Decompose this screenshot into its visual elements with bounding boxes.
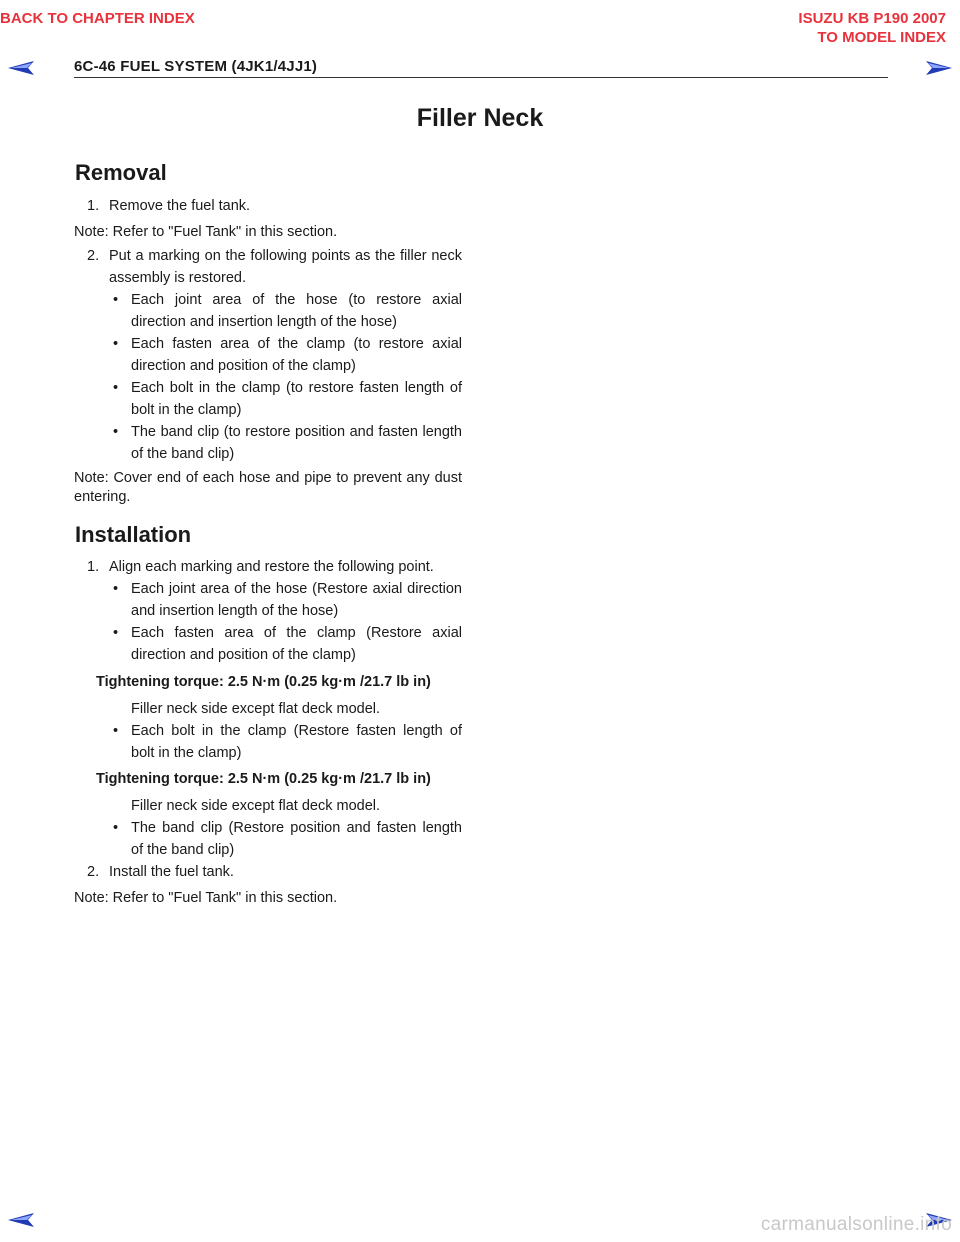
removal-note1: Note: Refer to "Fuel Tank" in this section. (74, 224, 338, 240)
watermark: carmanualsonline.info (760, 1214, 952, 1235)
tightening-torque-2: Tightening torque: 2.5 N·m (0.25 kg·m /21.7 lb in) (96, 771, 431, 787)
removal-step1-text: Remove the fuel tank. (109, 198, 251, 214)
removal-bullet-bolt: Each bolt in the clamp (to restore fasten length of bolt in the clamp) (131, 380, 462, 418)
bullet-icon: • (113, 820, 119, 836)
removal-step2-text: Put a marking on the following points as the filler neck assembly is restored. (109, 248, 462, 286)
back-to-chapter-index-link[interactable]: BACK TO CHAPTER INDEX (0, 10, 195, 27)
removal-bullet-band-clip: The band clip (to restore position and fasten length of the band clip) (131, 424, 462, 462)
torque2-note: Filler neck side except flat deck model. (131, 798, 381, 814)
bullet-icon: • (113, 336, 119, 352)
bullet-icon: • (113, 380, 119, 396)
removal-bullet-hose: Each joint area of the hose (to restore axial direction and insertion length of the hose) (131, 292, 462, 330)
install-step2-text: Install the fuel tank. (109, 864, 234, 880)
bullet-icon: • (113, 723, 119, 739)
tightening-torque-1: Tightening torque: 2.5 N·m (0.25 kg·m /21.7 lb in) (96, 674, 431, 690)
installation-note: Note: Refer to "Fuel Tank" in this section. (74, 890, 338, 906)
install-bullet-bolt: Each bolt in the clamp (Restore fasten length of bolt in the clamp) (131, 723, 462, 761)
installation-heading: Installation (75, 522, 192, 547)
removal-bullet-clamp: Each fasten area of the clamp (to restore axial direction and position of the clamp) (131, 336, 462, 374)
removal-step1-number: 1. (87, 198, 100, 214)
section-header: 6C-46 FUEL SYSTEM (4JK1/4JJ1) (74, 58, 318, 75)
torque1-note: Filler neck side except flat deck model. (131, 701, 381, 717)
removal-heading: Removal (75, 160, 167, 185)
model-title-link[interactable]: ISUZU KB P190 2007 (798, 10, 946, 27)
install-step2-number: 2. (87, 864, 100, 880)
header-divider (74, 77, 888, 78)
previous-page-arrow-icon[interactable] (8, 1212, 36, 1228)
install-bullet-hose: Each joint area of the hose (Restore axial direction and insertion length of the hose) (131, 581, 462, 619)
install-bullet-clamp: Each fasten area of the clamp (Restore axial direction and position of the clamp) (131, 625, 462, 663)
bullet-icon: • (113, 581, 119, 597)
bullet-icon: • (113, 625, 119, 641)
page-title: Filler Neck (416, 104, 544, 132)
to-model-index-link[interactable]: TO MODEL INDEX (817, 29, 946, 46)
next-page-arrow-icon[interactable] (924, 60, 952, 76)
bullet-icon: • (113, 424, 119, 440)
previous-page-arrow-icon[interactable] (8, 60, 36, 76)
install-step1-text: Align each marking and restore the following point. (109, 559, 434, 575)
install-step1-number: 1. (87, 559, 100, 575)
removal-step2-number: 2. (87, 248, 100, 264)
bullet-icon: • (113, 292, 119, 308)
install-bullet-band-clip: The band clip (Restore position and fasten length of the band clip) (131, 820, 462, 858)
removal-note2: Note: Cover end of each hose and pipe to prevent any dust entering. (74, 470, 462, 505)
